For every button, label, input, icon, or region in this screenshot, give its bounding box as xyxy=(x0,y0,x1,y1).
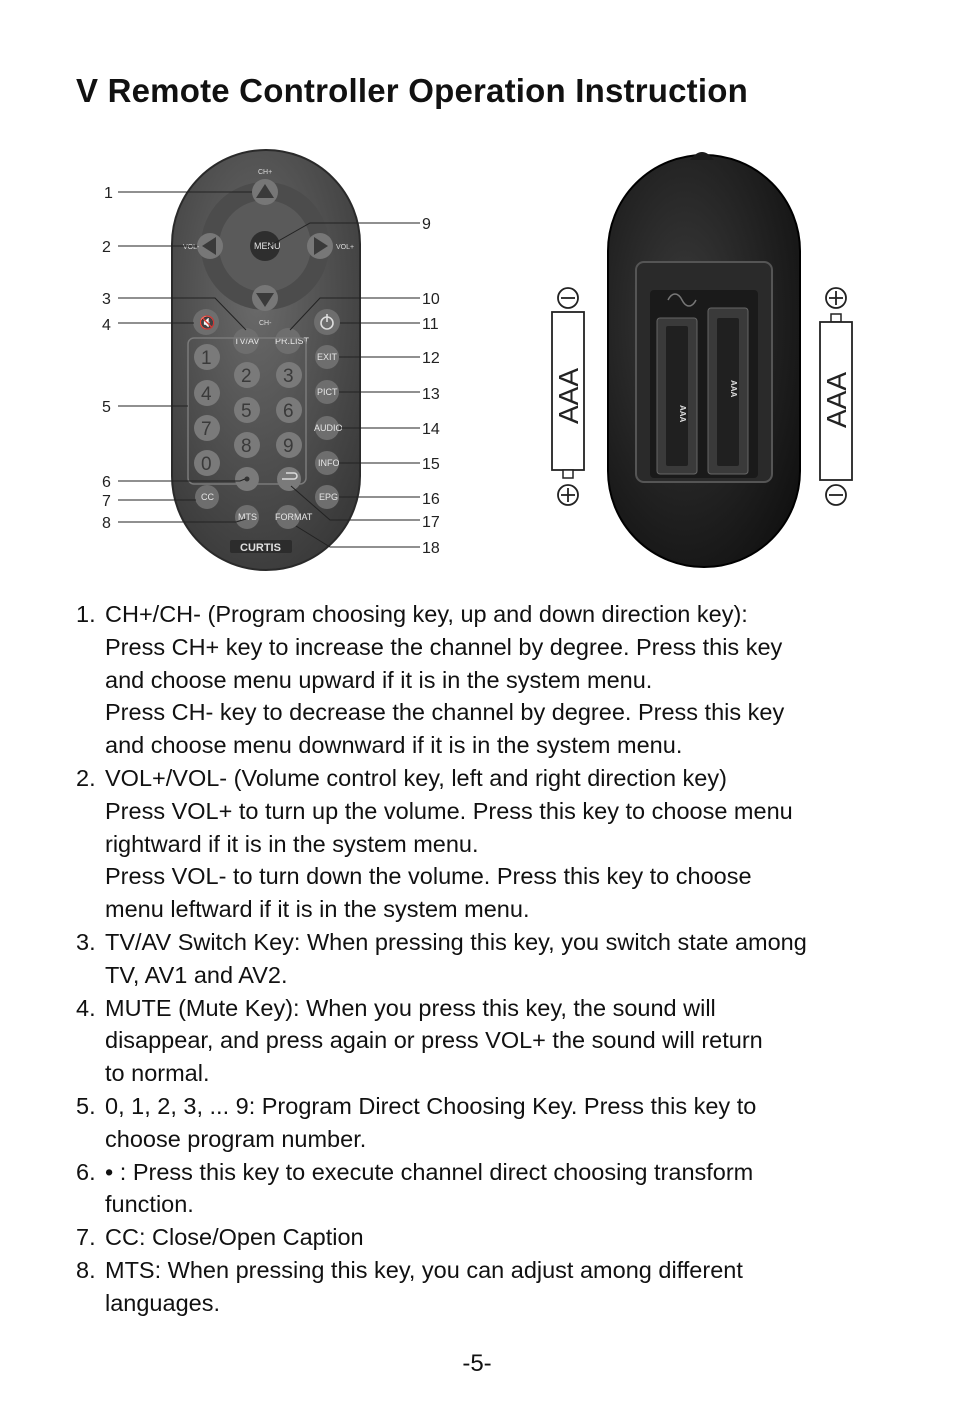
svg-text:2: 2 xyxy=(102,239,111,256)
remote-figure xyxy=(0,140,954,580)
svg-text:9: 9 xyxy=(422,216,431,233)
svg-text:AAA: AAA xyxy=(729,380,738,398)
svg-text:5: 5 xyxy=(102,399,111,416)
svg-text:6: 6 xyxy=(283,401,294,422)
instruction-item-2: 2. VOL+/VOL- (Volume control key, left and right direction key) Press VOL+ to turn up the volume. Press this key to choose menu rightward if it is in the system menu. Press VOL- to turn down the volume. Press this key to choose menu leftward if it is in the system menu. xyxy=(76,764,793,923)
svg-text:INFO: INFO xyxy=(318,458,340,468)
key-1[interactable] xyxy=(194,344,220,370)
svg-text:3: 3 xyxy=(102,291,111,308)
svg-text:PICT: PICT xyxy=(317,387,338,397)
svg-text:CC: CC xyxy=(201,492,214,502)
svg-text:11: 11 xyxy=(422,316,439,333)
key-9[interactable] xyxy=(276,432,302,458)
key-0[interactable] xyxy=(194,450,220,476)
svg-text:0: 0 xyxy=(201,454,212,475)
svg-text:15: 15 xyxy=(422,456,440,473)
svg-text:17: 17 xyxy=(422,514,440,531)
epg-key[interactable] xyxy=(315,485,339,509)
ch-up-label: CH+ xyxy=(258,169,273,176)
instruction-item-8: 8. MTS: When pressing this key, you can adjust among different languages. xyxy=(76,1256,743,1316)
svg-text:8: 8 xyxy=(241,436,252,457)
prlist-label: PR.LIST xyxy=(275,336,310,346)
key-7[interactable] xyxy=(194,415,220,441)
instruction-item-5: 5. 0, 1, 2, 3, ... 9: Program Direct Choosing Key. Press this key to choose program number. xyxy=(76,1092,757,1152)
svg-text:18: 18 xyxy=(422,540,440,557)
mts-key[interactable] xyxy=(235,505,259,529)
aaa-label-left: AAA xyxy=(553,367,584,424)
key-3[interactable] xyxy=(276,362,302,388)
dot-key[interactable] xyxy=(235,467,259,491)
power-key[interactable] xyxy=(314,309,340,335)
battery-diagram-right xyxy=(820,288,852,505)
brand-logo: CURTIS xyxy=(240,542,281,554)
svg-text:3: 3 xyxy=(283,366,294,387)
cc-key[interactable] xyxy=(195,485,219,509)
instruction-item-7: 7. CC: Close/Open Caption xyxy=(76,1224,364,1251)
svg-text:AAA: AAA xyxy=(678,405,687,423)
svg-text:8: 8 xyxy=(102,515,111,532)
battery-cell-right xyxy=(708,308,748,474)
instruction-item-3: 3. TV/AV Switch Key: When pressing this key, you switch state among TV, AV1 and AV2. xyxy=(76,928,807,988)
svg-text:13: 13 xyxy=(422,386,440,403)
ch-down-key[interactable] xyxy=(252,285,278,311)
svg-text:AUDIO: AUDIO xyxy=(314,423,343,433)
key-2[interactable] xyxy=(234,362,260,388)
svg-text:10: 10 xyxy=(422,291,440,308)
svg-text:1: 1 xyxy=(201,348,212,369)
svg-text:FORMAT: FORMAT xyxy=(275,512,313,522)
instruction-item-4: 4. MUTE (Mute Key): When you press this key, the sound will disappear, and press again or press VOL+ the sound will return to normal. xyxy=(76,994,763,1087)
svg-text:12: 12 xyxy=(422,350,440,367)
vol-up-label: VOL+ xyxy=(336,244,355,251)
return-key[interactable] xyxy=(277,467,301,491)
key-8[interactable] xyxy=(234,432,260,458)
svg-text:6: 6 xyxy=(102,474,111,491)
svg-text:7: 7 xyxy=(102,493,111,510)
battery-cell-left xyxy=(657,318,697,474)
svg-text:EXIT: EXIT xyxy=(317,352,338,362)
svg-text:1: 1 xyxy=(104,185,113,202)
ch-down-label: CH- xyxy=(259,320,272,327)
svg-text:7: 7 xyxy=(201,419,212,440)
svg-text:EPG: EPG xyxy=(319,492,339,502)
vol-down-key[interactable] xyxy=(197,233,223,259)
remote-front xyxy=(172,150,360,570)
mute-icon: 🔇 xyxy=(199,316,216,331)
svg-text:14: 14 xyxy=(422,421,440,438)
svg-text:9: 9 xyxy=(283,436,294,457)
pict-key[interactable] xyxy=(315,380,339,404)
key-4[interactable] xyxy=(194,380,220,406)
vol-down-label: VOL- xyxy=(183,244,200,251)
page-number: -5- xyxy=(462,1350,492,1377)
svg-text:16: 16 xyxy=(422,491,440,508)
svg-text:2: 2 xyxy=(241,366,252,387)
instruction-item-1: 1. CH+/CH- (Program choosing key, up and down direction key): Press CH+ key to increase the channel by degree. Press this key and choose menu upward if it is in the system menu. Press CH- key to decrease the channel by degree. Press this key and choose menu downward if it is in the system menu. xyxy=(76,601,785,759)
menu-label: MENU xyxy=(254,241,281,251)
tv-av-label: TV/AV xyxy=(234,336,260,346)
key-5[interactable] xyxy=(234,397,260,423)
exit-key[interactable] xyxy=(315,345,339,369)
svg-text:MTS: MTS xyxy=(238,512,257,522)
instruction-list xyxy=(76,598,896,1320)
svg-text:5: 5 xyxy=(241,401,252,422)
aaa-label-right: AAA xyxy=(821,371,852,428)
battery-diagram-left xyxy=(552,288,584,505)
svg-text:4: 4 xyxy=(102,317,111,334)
page-title: V Remote Controller Operation Instruction xyxy=(76,72,748,109)
key-6[interactable] xyxy=(276,397,302,423)
ch-up-key[interactable] xyxy=(252,179,278,205)
remote-back xyxy=(608,152,800,567)
vol-up-key[interactable] xyxy=(307,233,333,259)
svg-text:4: 4 xyxy=(201,384,212,405)
mute-key[interactable] xyxy=(193,309,219,335)
instruction-item-6: 6. • : Press this key to execute channel direct choosing transform function. xyxy=(76,1158,754,1218)
number-keys xyxy=(194,344,302,491)
